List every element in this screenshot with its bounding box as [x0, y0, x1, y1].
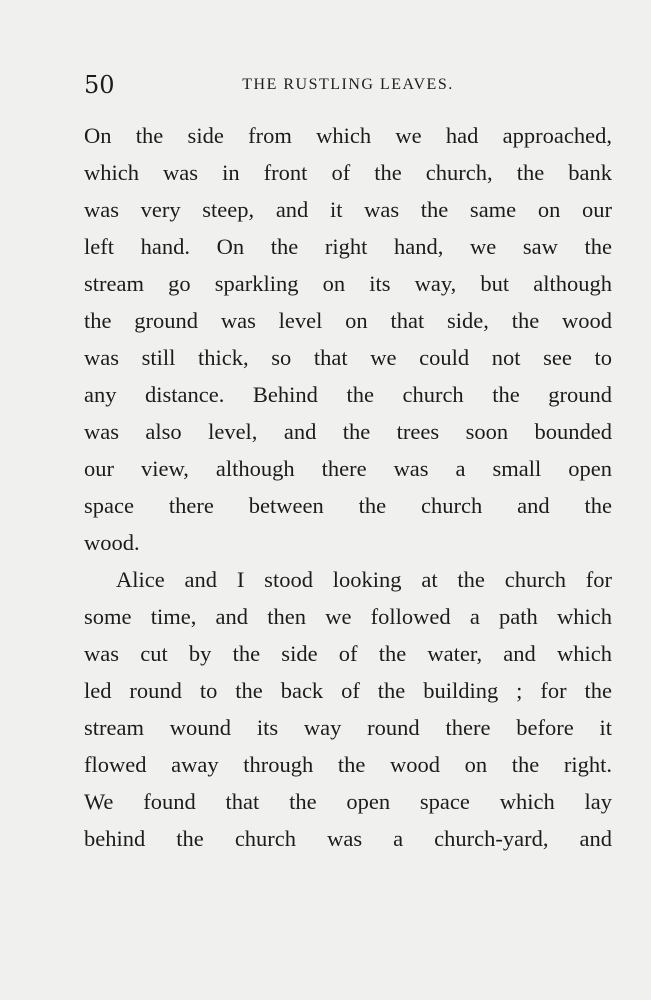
text-line: led round to the back of the building ; for the [84, 678, 612, 703]
text-line: flowed away through the wood on the right. [84, 752, 612, 777]
text-line: was very steep, and it was the same on our [84, 197, 612, 222]
text-line: some time, and then we followed a path which [84, 604, 612, 629]
page-header [84, 70, 612, 100]
page-number: 50 [84, 71, 115, 99]
text-line: any distance. Behind the church the ground [84, 382, 612, 407]
text-line: On the side from which we had approached, [84, 123, 612, 148]
text-line: our view, although there was a small open [84, 456, 612, 481]
paragraph-start-line: Alice and I stood looking at the church for [116, 567, 612, 592]
text-line: space there between the church and the [84, 493, 612, 518]
text-line: which was in front of the church, the bank [84, 160, 612, 185]
body-text [84, 117, 612, 857]
text-line: We found that the open space which lay [84, 789, 612, 814]
text-line: left hand. On the right hand, we saw the [84, 234, 612, 259]
text-line: was cut by the side of the water, and which [84, 641, 612, 666]
text-line: was also level, and the trees soon bounded [84, 419, 612, 444]
text-line: behind the church was a church-yard, and [84, 826, 612, 851]
paragraph-end-line: wood. [84, 530, 140, 555]
running-title: THE RUSTLING LEAVES. [242, 76, 454, 93]
text-line: stream go sparkling on its way, but although [84, 271, 612, 296]
text-line: the ground was level on that side, the wood [84, 308, 612, 333]
text-line: was still thick, so that we could not see to [84, 345, 612, 370]
text-line: stream wound its way round there before it [84, 715, 612, 740]
